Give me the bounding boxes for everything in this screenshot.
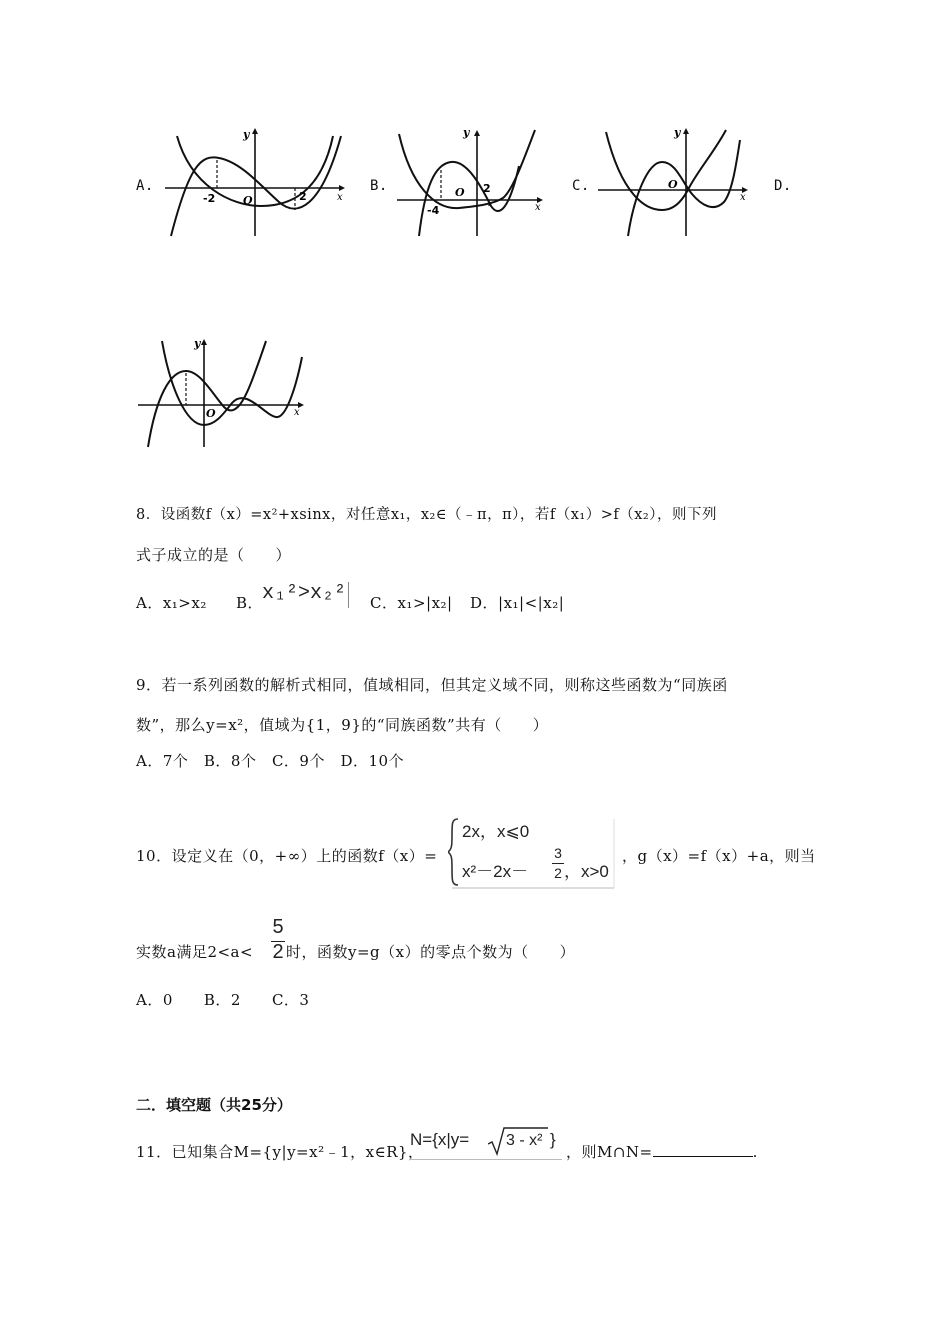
tick-label: -4 (427, 204, 440, 217)
piece-1: 2x，x⩽0 (462, 822, 530, 841)
graph-option-b (395, 126, 545, 238)
tick-label: -2 (203, 192, 216, 205)
x-axis-label: x (535, 202, 541, 213)
answer-blank[interactable] (653, 1142, 753, 1157)
q11-period: . (752, 1143, 758, 1161)
q10-piecewise-function (448, 815, 616, 889)
q10-fraction (270, 916, 286, 966)
graph-option-c (596, 126, 750, 238)
fraction-denominator: 2 (272, 941, 284, 963)
set-n-prefix: N={x|y= (410, 1130, 470, 1149)
q10-line2-b: 时，函数y=g（x）的零点个数为（ ） (286, 943, 576, 961)
fraction-numerator: 5 (272, 916, 284, 938)
q11-suffix-text: ，则M∩N= (566, 1143, 653, 1161)
origin-label: O (243, 194, 253, 207)
radicand: 3 - x² (506, 1132, 543, 1149)
q9-stem-line2: 数”，那么y=x²，值域为{1，9}的“同族函数”共有（ ） (136, 716, 549, 734)
q10-stem-suffix: ，g（x）=f（x）+a，则当 (622, 847, 816, 865)
q8-option-a: A．x₁>x₂ (136, 594, 207, 612)
q10-line2-a: 实数a满足2<a< (136, 943, 254, 961)
option-a-label: A. (136, 178, 154, 194)
piece-2-denominator: 2 (554, 865, 562, 881)
q8-option-b-prefix: B． (236, 594, 264, 612)
fraction-bar (552, 863, 564, 864)
origin-label: O (668, 178, 678, 191)
option-d-label: D. (774, 178, 792, 194)
y-axis-label: y (243, 128, 250, 141)
q8-option-b-math: x₁²>x₂² (262, 582, 347, 605)
origin-label: O (455, 186, 465, 199)
tick-label: 2 (483, 182, 491, 195)
set-n-close: } (550, 1130, 556, 1149)
q8-option-c: C．x₁>|x₂| (370, 594, 453, 612)
tick-label: 2 (299, 190, 307, 203)
x-axis-label: x (740, 192, 746, 203)
piece-2-b: ，x>0 (564, 862, 609, 881)
q11-stem-suffix (566, 1142, 758, 1162)
q11-set-n (410, 1126, 562, 1162)
y-axis-label: y (463, 126, 470, 139)
piece-2-numerator: 3 (554, 845, 562, 861)
math-image-edge (348, 582, 349, 608)
graph-option-a (161, 126, 345, 238)
section-heading: 二．填空题（共25分） (136, 1096, 292, 1114)
q8-option-d: D．|x₁|<|x₂| (470, 594, 565, 612)
origin-label: O (206, 407, 216, 420)
q10-options: A．0 B．2 C．3 (136, 991, 310, 1009)
q8-stem-line1: 8．设函数f（x）=x²+xsinx，对任意x₁，x₂∈（﹣π，π），若f（x₁）>f（x₂），则下列 (136, 507, 717, 523)
q9-stem-line1: 9．若一系列函数的解析式相同，值域相同，但其定义域不同，则称这些函数为“同族函 (136, 676, 728, 694)
x-axis-label: x (294, 407, 300, 418)
x-axis-label: x (337, 192, 343, 203)
option-c-label: C. (572, 178, 590, 194)
q11-stem-prefix: 11．已知集合M={y|y=x²﹣1，x∈R}， (136, 1143, 424, 1161)
q8-stem-line2: 式子成立的是（ ） (136, 546, 292, 564)
q10-stem-prefix: 10．设定义在（0，+∞）上的函数f（x）= (136, 847, 438, 865)
q9-options: A．7个 B．8个 C．9个 D．10个 (136, 752, 405, 770)
y-axis-label: y (194, 337, 201, 350)
option-b-label: B. (370, 178, 388, 194)
graph-option-d (136, 337, 306, 449)
y-axis-label: y (674, 126, 681, 139)
math-image-edge (410, 1159, 562, 1160)
piece-2-a: x²－2x－ (462, 862, 529, 881)
